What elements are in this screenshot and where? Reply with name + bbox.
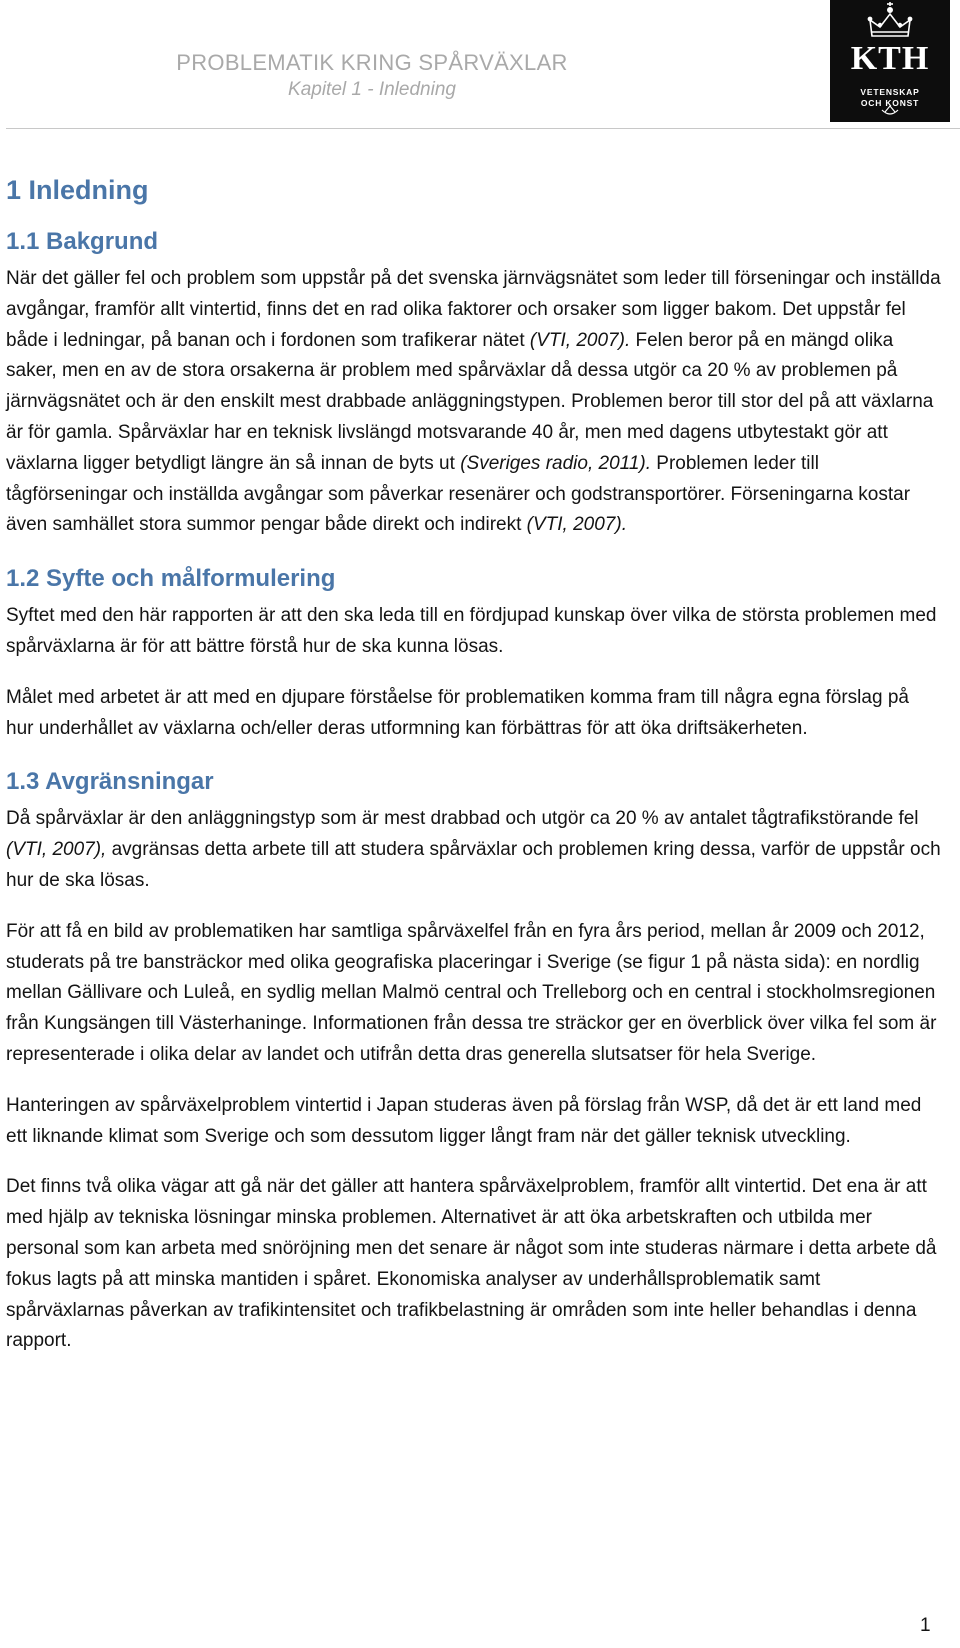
paragraph-avgransningar-2: För att få en bild av problematiken har samtliga spårväxelfel från en fyra års period, mellan år 2009 och 2012, studerats på tre bansträckor med olika geografiska placeringar i Sverige (se figur 1 på nästa sida): en nordlig mellan Gällivare och Luleå, en sydlig mellan Malmö central och Trelleborg och en central i stockholmsregionen från Kungsängen till Västerhaninge. Informationen från dessa tre sträckor ger en överblick över vilka fel som är representerade i olika delar av landet och utifrån detta dras generella slutsatser för hela Sverige. [6, 920, 937, 1065]
paragraph-mal: Målet med arbetet är att med en djupare förståelse för problematiken komma fram till några egna förslag på hur underhållet av växlarna och/eller deras utformning kan förbättras för att öka driftsäkerheten. [6, 686, 909, 739]
paragraph-avgransningar-4: Det finns två olika vägar att gå när det gäller att hantera spårväxelproblem, framför allt vintertid. Det ena är att med hjälp av tekniska lösningar minska problemen. Alternativet är att öka arbetskraften och utbilda mer personal som kan arbeta med snöröjning men det senare är något som inte studeras närmare i detta arbete då fokus lagts på att minska mantiden i spåret. Ekonomiska analyser av underhållsproblematik samt spårväxlarnas påverkan av trafikintensitet och trafikbelastning är områden som inte heller behandlas i denna rapport. [6, 1176, 937, 1352]
text-run: avgränsas detta arbete till att studera spårväxlar och problemen kring dessa, varför de uppstår och hur de ska lösas. [6, 839, 941, 891]
logo-motto-line2: OCH KONST [860, 98, 920, 108]
citation: (Sveriges radio, 2011). [460, 452, 651, 474]
header-divider [6, 128, 960, 129]
page-header [0, 0, 960, 130]
paragraph-bakgrund [6, 264, 941, 541]
logo-motto-line1: VETENSKAP [860, 87, 920, 97]
paragraph-avgransningar-3: Hanteringen av spårväxelproblem vintertid i Japan studeras även på förslag från WSP, då det är ett land med ett liknande klimat som Sverige och som dessutom ligger långt fram när det gäller teknisk utveckling. [6, 1094, 922, 1147]
citation: (VTI, 2007). [529, 329, 631, 351]
paragraph-syfte: Syftet med den här rapporten är att den ska leda till en fördjupad kunskap över vilka de största problemen med spårväxlarna är för att bättre förstå hur de ska kunna lösas. [6, 605, 937, 657]
citation: (VTI, 2007), [6, 839, 107, 861]
text-run: Då spårväxlar är den anläggningstyp som är mest drabbad och utgör ca 20 % av antalet tågtrafikstörande fel [6, 808, 919, 830]
section-heading-avgransningar: 1.3 Avgränsningar [6, 768, 214, 796]
chapter-heading: 1 Inledning [6, 175, 149, 205]
running-title: PROBLEMATIK KRING SPÅRVÄXLAR [176, 50, 568, 75]
page-body [6, 170, 941, 1377]
citation: (VTI, 2007). [526, 514, 627, 536]
paragraph-avgransningar-1 [6, 804, 941, 896]
text-run: Felen beror på en mängd olika saker, men en av de stora orsakerna är problem med spårväxlar då dessa utgör ca 20 % av problemen på järnvägsnätet och är den enskilt mest drabbade anläggningstypen. Problemen beror till stor del på att växlarna är för gamla. Spårväxlar har en teknisk livslängd motsvarande 40 år, men med dagens utbytestakt gör att växlarna ligger betydligt längre än så innan de byts ut [6, 329, 934, 474]
section-heading-syfte: 1.2 Syfte och målformulering [6, 565, 336, 593]
running-chapter: Kapitel 1 - Inledning [288, 79, 456, 100]
page-number: 1 [920, 1615, 931, 1636]
text-run: Problemen leder till tågförseningar och inställda avgångar som påverkar resenärer och godstransportörer. Förseningarna kostar även samhället stora summor pengar både direkt och indirekt [6, 452, 911, 536]
section-heading-bakgrund: 1.1 Bakgrund [6, 228, 159, 255]
logo-text: KTH [850, 40, 930, 77]
kth-logo [830, 0, 950, 122]
text-run: När det gäller fel och problem som uppstår på det svenska järnvägsnätet som leder till förseningar och inställda avgångar, framför allt vintertid, finns det en rad olika faktorer och orsaker som ligger bakom. Det uppstår fel både i ledningar, på banan och i fordonen som trafikerar nätet [6, 268, 941, 351]
